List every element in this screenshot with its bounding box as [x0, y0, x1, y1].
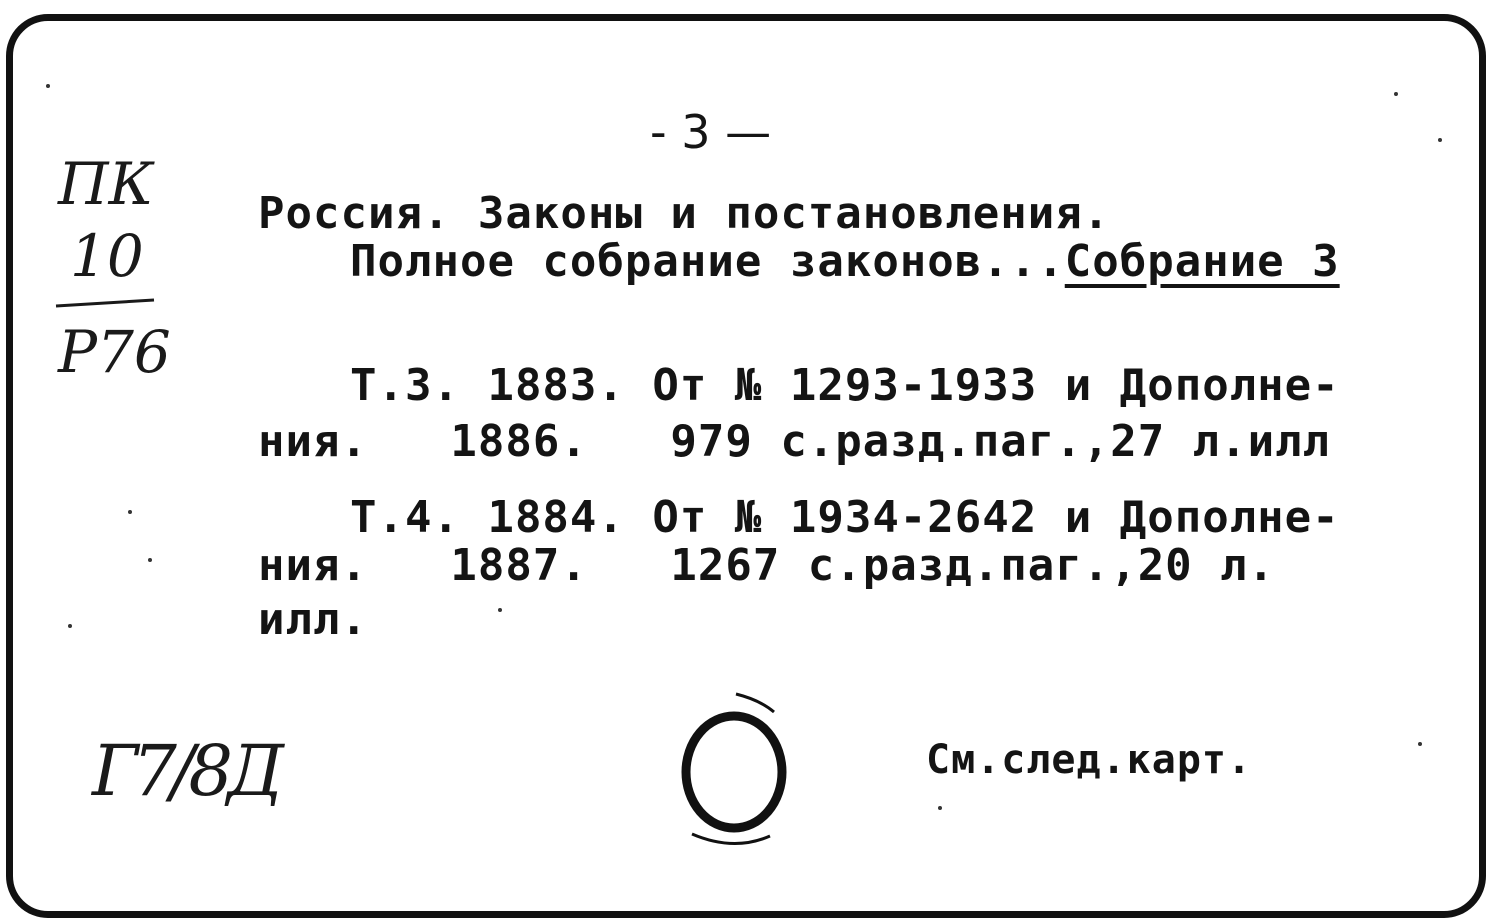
title-series: Собрание 3 — [1064, 236, 1340, 287]
punch-hole — [686, 716, 782, 828]
heading: Россия. Законы и постановления. — [258, 188, 1111, 239]
volume-4-line-3: илл. — [258, 594, 368, 645]
volume-4-line-2: ния. 1887. 1267 с.разд.паг.,20 л. — [258, 540, 1276, 591]
punch-hole-shadow — [692, 834, 770, 844]
volume-4-line-1: Т.4. 1884. От № 1934-2642 и Дополне- — [350, 492, 1340, 543]
volume-3-line-2: ния. 1886. 979 с.разд.паг.,27 л.илл — [258, 416, 1331, 467]
punch-hole-edge — [736, 694, 774, 712]
volume-3-line-1: Т.3. 1883. От № 1293-1933 и Дополне- — [350, 360, 1340, 411]
lower-handwritten-mark: Г7/8Д — [92, 730, 278, 812]
see-next-card: См.след.карт. — [926, 737, 1253, 783]
shelfmark-middle: 10 — [70, 222, 144, 290]
scan-specks — [46, 84, 1442, 810]
shelfmark-top: ПК — [58, 150, 154, 218]
page-number: - 3 — — [650, 105, 772, 159]
title-prefix: Полное собрание законов... — [350, 236, 1065, 287]
shelfmark-divider — [56, 300, 154, 306]
shelfmark-bottom: Р76 — [58, 318, 171, 386]
